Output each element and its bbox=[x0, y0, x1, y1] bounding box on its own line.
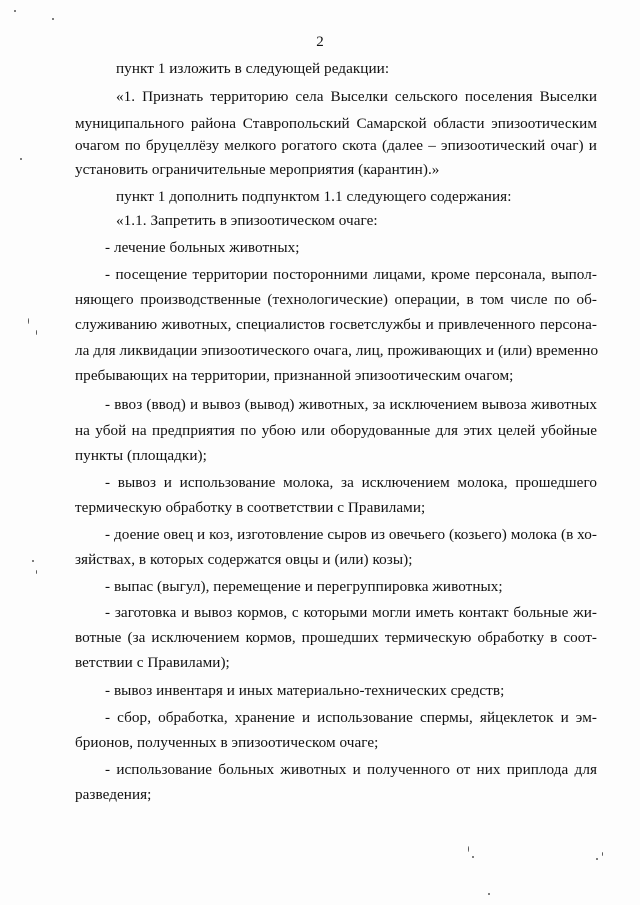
text-line: термическую обработку в соответствии с Правилами; bbox=[75, 499, 426, 516]
scan-speck bbox=[14, 10, 16, 12]
text-line: - использование больных животных и полученного от них приплода для bbox=[105, 761, 597, 778]
text-line: - вывоз инвентаря и иных материально-технических средств; bbox=[105, 682, 505, 699]
text-line: - лечение больных животных; bbox=[105, 239, 300, 256]
scan-speck bbox=[472, 856, 474, 858]
text-line: ветствии с Правилами); bbox=[75, 654, 230, 671]
scan-speck bbox=[36, 570, 37, 574]
text-line: - выпас (выгул), перемещение и перегруппировка животных; bbox=[105, 578, 503, 595]
text-line: - посещение территории посторонними лицами, кроме персонала, выпол- bbox=[105, 266, 597, 283]
scan-speck bbox=[52, 18, 54, 20]
text-line: пункты (площадки); bbox=[75, 447, 207, 464]
page-number: 2 bbox=[316, 34, 324, 50]
text-line: - ввоз (ввод) и вывоз (вывод) животных, за исключением вывоза животных bbox=[105, 396, 597, 413]
scan-speck bbox=[36, 330, 37, 335]
scan-speck bbox=[468, 846, 469, 852]
text-line: разведения; bbox=[75, 786, 152, 803]
text-line: «1. Признать территорию села Выселки сельского поселения Выселки bbox=[116, 88, 597, 105]
scan-speck bbox=[488, 893, 490, 895]
text-line: пункт 1 изложить в следующей редакции: bbox=[116, 60, 390, 77]
text-line: ла для ликвидации эпизоотического очага, лиц, проживающих и (или) временно bbox=[75, 342, 599, 359]
text-line: - доение овец и коз, изготовление сыров из овечьего (козьего) молока (в хо- bbox=[105, 526, 597, 543]
text-line: - заготовка и вывоз кормов, с которыми могли иметь контакт больные жи- bbox=[105, 604, 597, 621]
text-line: - сбор, обработка, хранение и использование спермы, яйцеклеток и эм- bbox=[105, 709, 597, 726]
scan-speck bbox=[602, 852, 603, 856]
scan-speck bbox=[20, 158, 22, 160]
text-line: на убой на предприятия по убою или оборудованные для этих целей убойные bbox=[75, 422, 597, 439]
text-line: вотные (за исключением кормов, прошедших термическую обработку в соот- bbox=[75, 629, 597, 646]
scan-speck bbox=[28, 318, 29, 324]
text-line: «1.1. Запретить в эпизоотическом очаге: bbox=[116, 212, 378, 229]
scan-speck bbox=[32, 560, 34, 562]
text-line: очагом по бруцеллёзу мелкого рогатого скота (далее – эпизоотический очаг) и bbox=[75, 137, 597, 154]
scan-speck bbox=[596, 858, 598, 860]
text-line: муниципального района Ставропольский Самарской области эпизоотическим bbox=[75, 115, 597, 132]
text-line: брионов, полученных в эпизоотическом очаге; bbox=[75, 734, 379, 751]
text-line: пребывающих на территории, признанной эпизоотическим очагом; bbox=[75, 367, 514, 384]
text-line: зяйствах, в которых содержатся овцы и (или) козы); bbox=[75, 551, 413, 568]
text-line: установить ограничительные мероприятия (карантин).» bbox=[75, 161, 440, 178]
text-line: служиванию животных, специалистов госветслужбы и привлеченного персона- bbox=[75, 316, 597, 333]
text-line: пункт 1 дополнить подпунктом 1.1 следующего содержания: bbox=[116, 188, 512, 205]
text-line: няющего производственные (технологические) операции, в том числе по об- bbox=[75, 291, 597, 308]
text-line: - вывоз и использование молока, за исключением молока, прошедшего bbox=[105, 474, 597, 491]
